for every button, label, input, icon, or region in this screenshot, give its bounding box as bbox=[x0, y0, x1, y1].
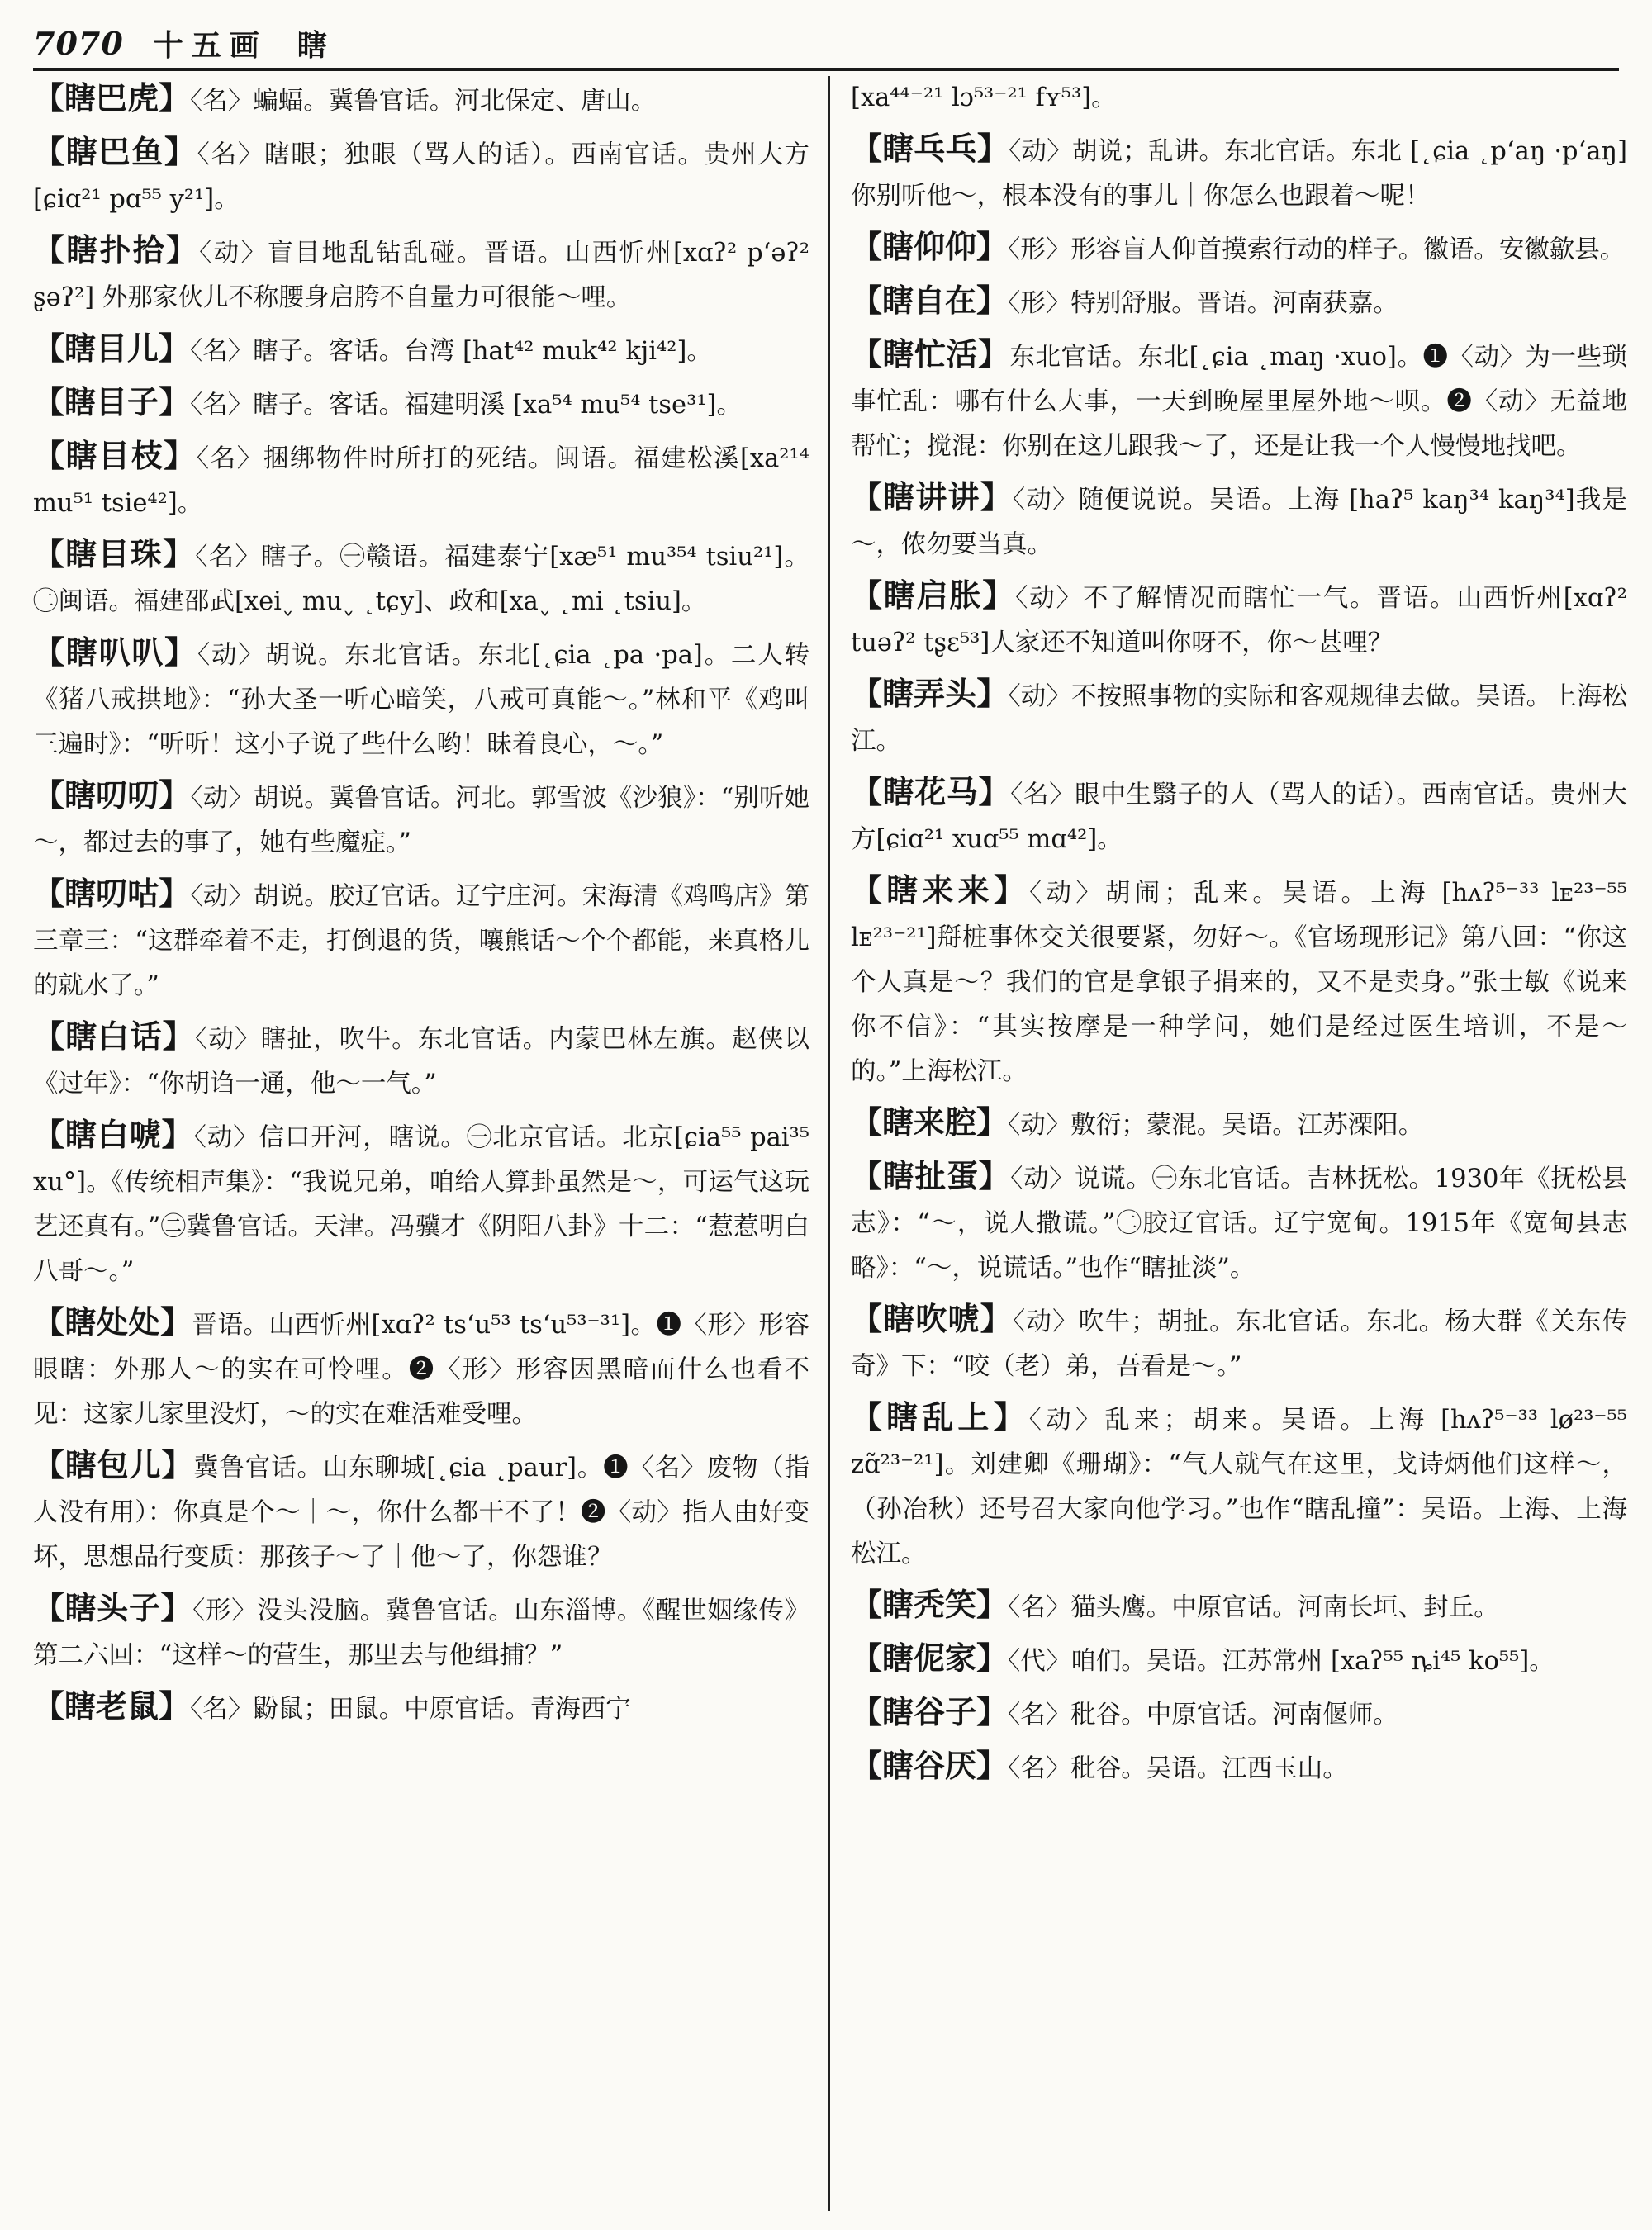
entry-text: 〈名〉瞎子。客话。福建明溪 [xa⁵⁴ mu⁵⁴ tse³¹]。 bbox=[190, 391, 742, 420]
dictionary-entry bbox=[851, 671, 1627, 764]
headword: 【 瞎目子 】 bbox=[33, 383, 190, 420]
entry-text: 〈动〉乱来；胡来。吴语。上海 [hʌʔ⁵⁻³³ lø²³⁻⁵⁵ zɑ̃²³⁻²¹]。刘建卿《珊瑚》：“气人就气在这里，戈诗炳他们这样～，（孙冶秋）还号召大家向他学习。”也作“瞎乱撞”：吴语。上海、上海松江。 bbox=[851, 1406, 1627, 1568]
dictionary-entry bbox=[33, 1684, 809, 1732]
dictionary-entry bbox=[33, 1443, 809, 1580]
headword: 【 瞎自在 】 bbox=[851, 282, 1008, 319]
headword: 【 瞎来腔 】 bbox=[851, 1103, 1008, 1141]
headword: 【 瞎乓乓 】 bbox=[851, 130, 1009, 167]
entry-text: 〈形〉特别舒服。晋语。河南获嘉。 bbox=[1008, 289, 1398, 318]
entry-text: 〈动〉胡说。东北官话。东北[˛ɕia ˛pa ·pa]。二人转《猪八戒拱地》：“孙大圣一听心暗笑，八戒可真能～。”林和平《鸡叫三遍时》：“听听！这小子说了些什么哟！昧着良心，～。” bbox=[33, 641, 809, 759]
entry-text: 〈动〉瞎扯，吹牛。东北官话。内蒙巴林左旗。赵侠以《过年》：“你胡诌一通，他～一气。” bbox=[33, 1025, 809, 1098]
headword: 【 瞎目枝 】 bbox=[33, 437, 197, 474]
entry-text: 〈名〉瞎子。㊀赣语。福建泰宁[xæ⁵¹ mu³⁵⁴ tsiu²¹]。㊁闽语。福建邵武[xei˯ mu˯ ˛tɕy]、政和[xa˯ ˛mi ˛tsiu]。 bbox=[33, 543, 809, 616]
column-divider bbox=[828, 76, 830, 2211]
entry-text: 〈动〉说谎。㊀东北官话。吉林抚松。1930年《抚松县志》：“～，说人撒谎。”㊁胶辽官话。辽宁宽甸。1915年《宽甸县志略》：“～，说谎话。”也作“瞎扯淡”。 bbox=[851, 1165, 1627, 1283]
dictionary-entry bbox=[851, 225, 1627, 273]
dictionary-entry bbox=[851, 1297, 1627, 1389]
entry-text: 〈动〉敷衍；蒙混。吴语。江苏溧阳。 bbox=[1008, 1111, 1424, 1140]
entry-text: 〈动〉信口开河，瞎说。㊀北京官话。北京[ɕia⁵⁵ pai³⁵ xu°]。《传统相声集》：“我说兄弟，咱给人算卦虽然是～，可运气这玩艺还真有。”㊁冀鲁官话。天津。冯骥才《阴阳八卦》十二：“惹惹明白八哥～。” bbox=[33, 1123, 809, 1286]
dictionary-entry bbox=[33, 871, 809, 1008]
entry-text: 晋语。山西忻州[xɑʔ² ts‘u⁵³ ts‘u⁵³⁻³¹]。❶〈形〉形容眼瞎：外那人～的实在可怜哩。❷〈形〉形容因黑暗而什么也看不见：这家儿家里没灯，～的实在难活难受哩。 bbox=[33, 1311, 809, 1429]
dictionary-entry bbox=[851, 1690, 1627, 1738]
dictionary-entry bbox=[851, 1395, 1627, 1577]
entry-text: 〈代〉咱们。吴语。江苏常州 [xaʔ⁵⁵ ȵi⁴⁵ ko⁵⁵]。 bbox=[1008, 1647, 1555, 1676]
entry-text: 〈名〉鼢鼠；田鼠。中原官话。青海西宁 bbox=[190, 1695, 631, 1724]
headword: 【 瞎扑拾 】 bbox=[33, 231, 199, 268]
dictionary-entry bbox=[851, 770, 1627, 862]
headword: 【 瞎老鼠 】 bbox=[33, 1687, 190, 1725]
entry-text: 〈形〉没头没脑。冀鲁官话。山东淄博。《醒世姻缘传》第二六回：“这样～的营生，那里去与他缉捕？” bbox=[33, 1597, 809, 1670]
dictionary-entry bbox=[33, 773, 809, 866]
dictionary-entry bbox=[851, 1100, 1627, 1148]
headword: 【 瞎处处 】 bbox=[33, 1303, 192, 1340]
headword: 【 瞎叨叨 】 bbox=[33, 776, 190, 814]
headword: 【 瞎包儿 】 bbox=[33, 1446, 193, 1483]
headword: 【 瞎伲家 】 bbox=[851, 1639, 1008, 1677]
headword: 【 瞎白话 】 bbox=[33, 1018, 195, 1055]
entry-text: 〈名〉秕谷。中原官话。河南偃师。 bbox=[1008, 1701, 1398, 1729]
entry-text: 〈名〉猫头鹰。中原官话。河南长垣、封丘。 bbox=[1008, 1593, 1499, 1622]
dictionary-entry bbox=[33, 1586, 809, 1678]
entry-text: 〈名〉蝙蝠。冀鲁官话。河北保定、唐山。 bbox=[190, 87, 657, 116]
headword: 【 瞎启胀 】 bbox=[851, 576, 1015, 614]
dictionary-entry bbox=[33, 1300, 809, 1437]
headword: 【 瞎忙活 】 bbox=[851, 335, 1010, 372]
entry-text: 〈动〉胡说。胶辽官话。辽宁庄河。宋海清《鸡鸣店》第三章三：“这群牵着不走，打倒退的货，嚷熊话～个个都能，来真格儿的就水了。” bbox=[33, 882, 809, 1000]
dictionary-entry bbox=[33, 380, 809, 428]
header-character: 瞎 bbox=[297, 27, 327, 63]
dictionary-entry bbox=[33, 228, 809, 320]
dictionary-entry bbox=[851, 126, 1627, 219]
headword: 【 瞎目珠 】 bbox=[33, 535, 195, 572]
headword: 【 瞎白唬 】 bbox=[33, 1116, 194, 1153]
headword: 【 瞎叨咕 】 bbox=[33, 875, 190, 912]
dictionary-entry bbox=[33, 1014, 809, 1107]
headword: 【 瞎巴鱼 】 bbox=[33, 133, 197, 170]
headword: 【 瞎吹唬 】 bbox=[851, 1300, 1013, 1337]
left-column bbox=[33, 76, 809, 2215]
entry-text: 〈动〉不按照事物的实际和客观规律去做。吴语。上海松江。 bbox=[851, 682, 1627, 756]
headword: 【 瞎谷厌 】 bbox=[851, 1747, 1008, 1784]
dictionary-entry bbox=[851, 868, 1627, 1094]
entry-text: 〈名〉眼中生翳子的人（骂人的话）。西南官话。贵州大方[ɕiɑ²¹ xuɑ⁵⁵ mɑ⁴²]。 bbox=[851, 780, 1627, 854]
entry-text: 〈名〉瞎子。客话。台湾 [hat⁴² muk⁴² kji⁴²]。 bbox=[190, 337, 712, 366]
entry-text: 〈名〉瞎眼；独眼（骂人的话）。西南官话。贵州大方[ɕiɑ²¹ pɑ⁵⁵ y²¹]。 bbox=[33, 140, 809, 214]
dictionary-entry bbox=[33, 326, 809, 374]
entry-text: 〈动〉吹牛；胡扯。东北官话。东北。杨大群《关东传奇》下：“咬（老）弟，吾看是～。” bbox=[851, 1307, 1627, 1381]
dictionary-entry bbox=[851, 475, 1627, 567]
headword: 【 瞎乱上 】 bbox=[851, 1398, 1029, 1435]
headword: 【 瞎仰仰 】 bbox=[851, 228, 1008, 265]
headword: 【 瞎目儿 】 bbox=[33, 330, 190, 367]
dictionary-entry bbox=[851, 1582, 1627, 1630]
headword: 【 瞎谷子 】 bbox=[851, 1693, 1008, 1730]
dictionary-entry bbox=[33, 1113, 809, 1294]
page-number: 7070 bbox=[33, 24, 124, 62]
right-column bbox=[851, 76, 1627, 2215]
headword: 【 瞎花马 】 bbox=[851, 773, 1010, 810]
entry-text: 〈动〉随便说说。吴语。上海 [haʔ⁵ kaŋ³⁴ kaŋ³⁴]我是～，侬勿要当真。 bbox=[851, 486, 1627, 559]
headword: 【 瞎弄头 】 bbox=[851, 675, 1008, 712]
headword: 【 瞎扯蛋 】 bbox=[851, 1157, 1010, 1194]
entry-text: 〈名〉秕谷。吴语。江西玉山。 bbox=[1008, 1754, 1348, 1783]
dictionary-entry bbox=[851, 332, 1627, 469]
headword: 【 瞎头子 】 bbox=[33, 1589, 192, 1626]
dictionary-entry bbox=[851, 278, 1627, 326]
entry-text: 〈形〉形容盲人仰首摸索行动的样子。徽语。安徽歙县。 bbox=[1008, 235, 1626, 264]
entry-text: 冀鲁官话。山东聊城[˛ɕia ˛paur]。❶〈名〉废物（指人没有用）：你真是个～｜～，你什么都干不了！❷〈动〉指人由好变坏，思想品行变质：那孩子～了｜他～了，你怨谁？ bbox=[33, 1454, 809, 1572]
dictionary-entry bbox=[851, 1154, 1627, 1291]
dictionary-entry bbox=[851, 1636, 1627, 1684]
page-header bbox=[33, 18, 1619, 71]
section-label: 十五画 bbox=[153, 27, 268, 63]
headword: 【 瞎来来 】 bbox=[851, 871, 1029, 909]
dictionary-entry bbox=[33, 434, 809, 526]
entry-text: 〈动〉胡说。冀鲁官话。河北。郭雪波《沙狼》：“别听她～，都过去的事了，她有些魔症。” bbox=[33, 784, 809, 857]
headword: 【 瞎秃笑 】 bbox=[851, 1586, 1008, 1623]
entry-text: 东北官话。东北[˛ɕia ˛maŋ ·xuo]。❶〈动〉为一些琐事忙乱：哪有什么大事，一天到晚屋里屋外地～呗。❷〈动〉无益地帮忙；搅混：你别在这儿跟我～了，还是让我一个人慢慢地找吧。 bbox=[851, 343, 1627, 461]
entry-text: 〈名〉捆绑物件时所打的死结。闽语。福建松溪[xa²¹⁴ mu⁵¹ tsie⁴²]。 bbox=[33, 444, 809, 518]
dictionary-entry bbox=[33, 532, 809, 624]
dictionary-entry bbox=[851, 1744, 1627, 1791]
headword: 【 瞎讲讲 】 bbox=[851, 478, 1013, 515]
entry-continuation: [xa⁴⁴⁻²¹ lɔ⁵³⁻²¹ fʏ⁵³]。 bbox=[851, 83, 1117, 112]
dictionary-entry bbox=[33, 76, 809, 124]
headword: 【 瞎叭叭 】 bbox=[33, 633, 197, 671]
dictionary-entry bbox=[33, 630, 809, 767]
entry-text: 〈动〉不了解情况而瞎忙一气。晋语。山西忻州[xɑʔ² tuəʔ² tʂɛ⁵³]人家还不知道叫你呀不，你～甚哩？ bbox=[851, 584, 1627, 657]
entry-text: 〈动〉胡闹；乱来。吴语。上海 [hʌʔ⁵⁻³³ lᴇ²³⁻⁵⁵ lᴇ²³⁻²¹]搿桩事体交关很要紧，勿好～。《官场现形记》第八回：“你这个人真是～？我们的官是拿银子捐来的，又不是卖身。”张士敏《说来你不信》：“其实按摩是一种学问，她们是经过医生培训，不是～的。”上海松江。 bbox=[851, 879, 1627, 1086]
entry-text: 〈动〉盲目地乱钻乱碰。晋语。山西忻州[xɑʔ² p‘əʔ² ʂəʔ²] 外那家伙儿不称腰身启胯不自量力可很能～哩。 bbox=[33, 239, 809, 312]
entry-text: 〈动〉胡说；乱讲。东北官话。东北 [˛ɕia ˛p‘aŋ ·p‘aŋ]你别听他～，根本没有的事儿｜你怎么也跟着～呢！ bbox=[851, 137, 1627, 211]
dictionary-entry bbox=[33, 130, 809, 222]
dictionary-entry bbox=[851, 573, 1627, 666]
headword: 【 瞎巴虎 】 bbox=[33, 79, 190, 116]
